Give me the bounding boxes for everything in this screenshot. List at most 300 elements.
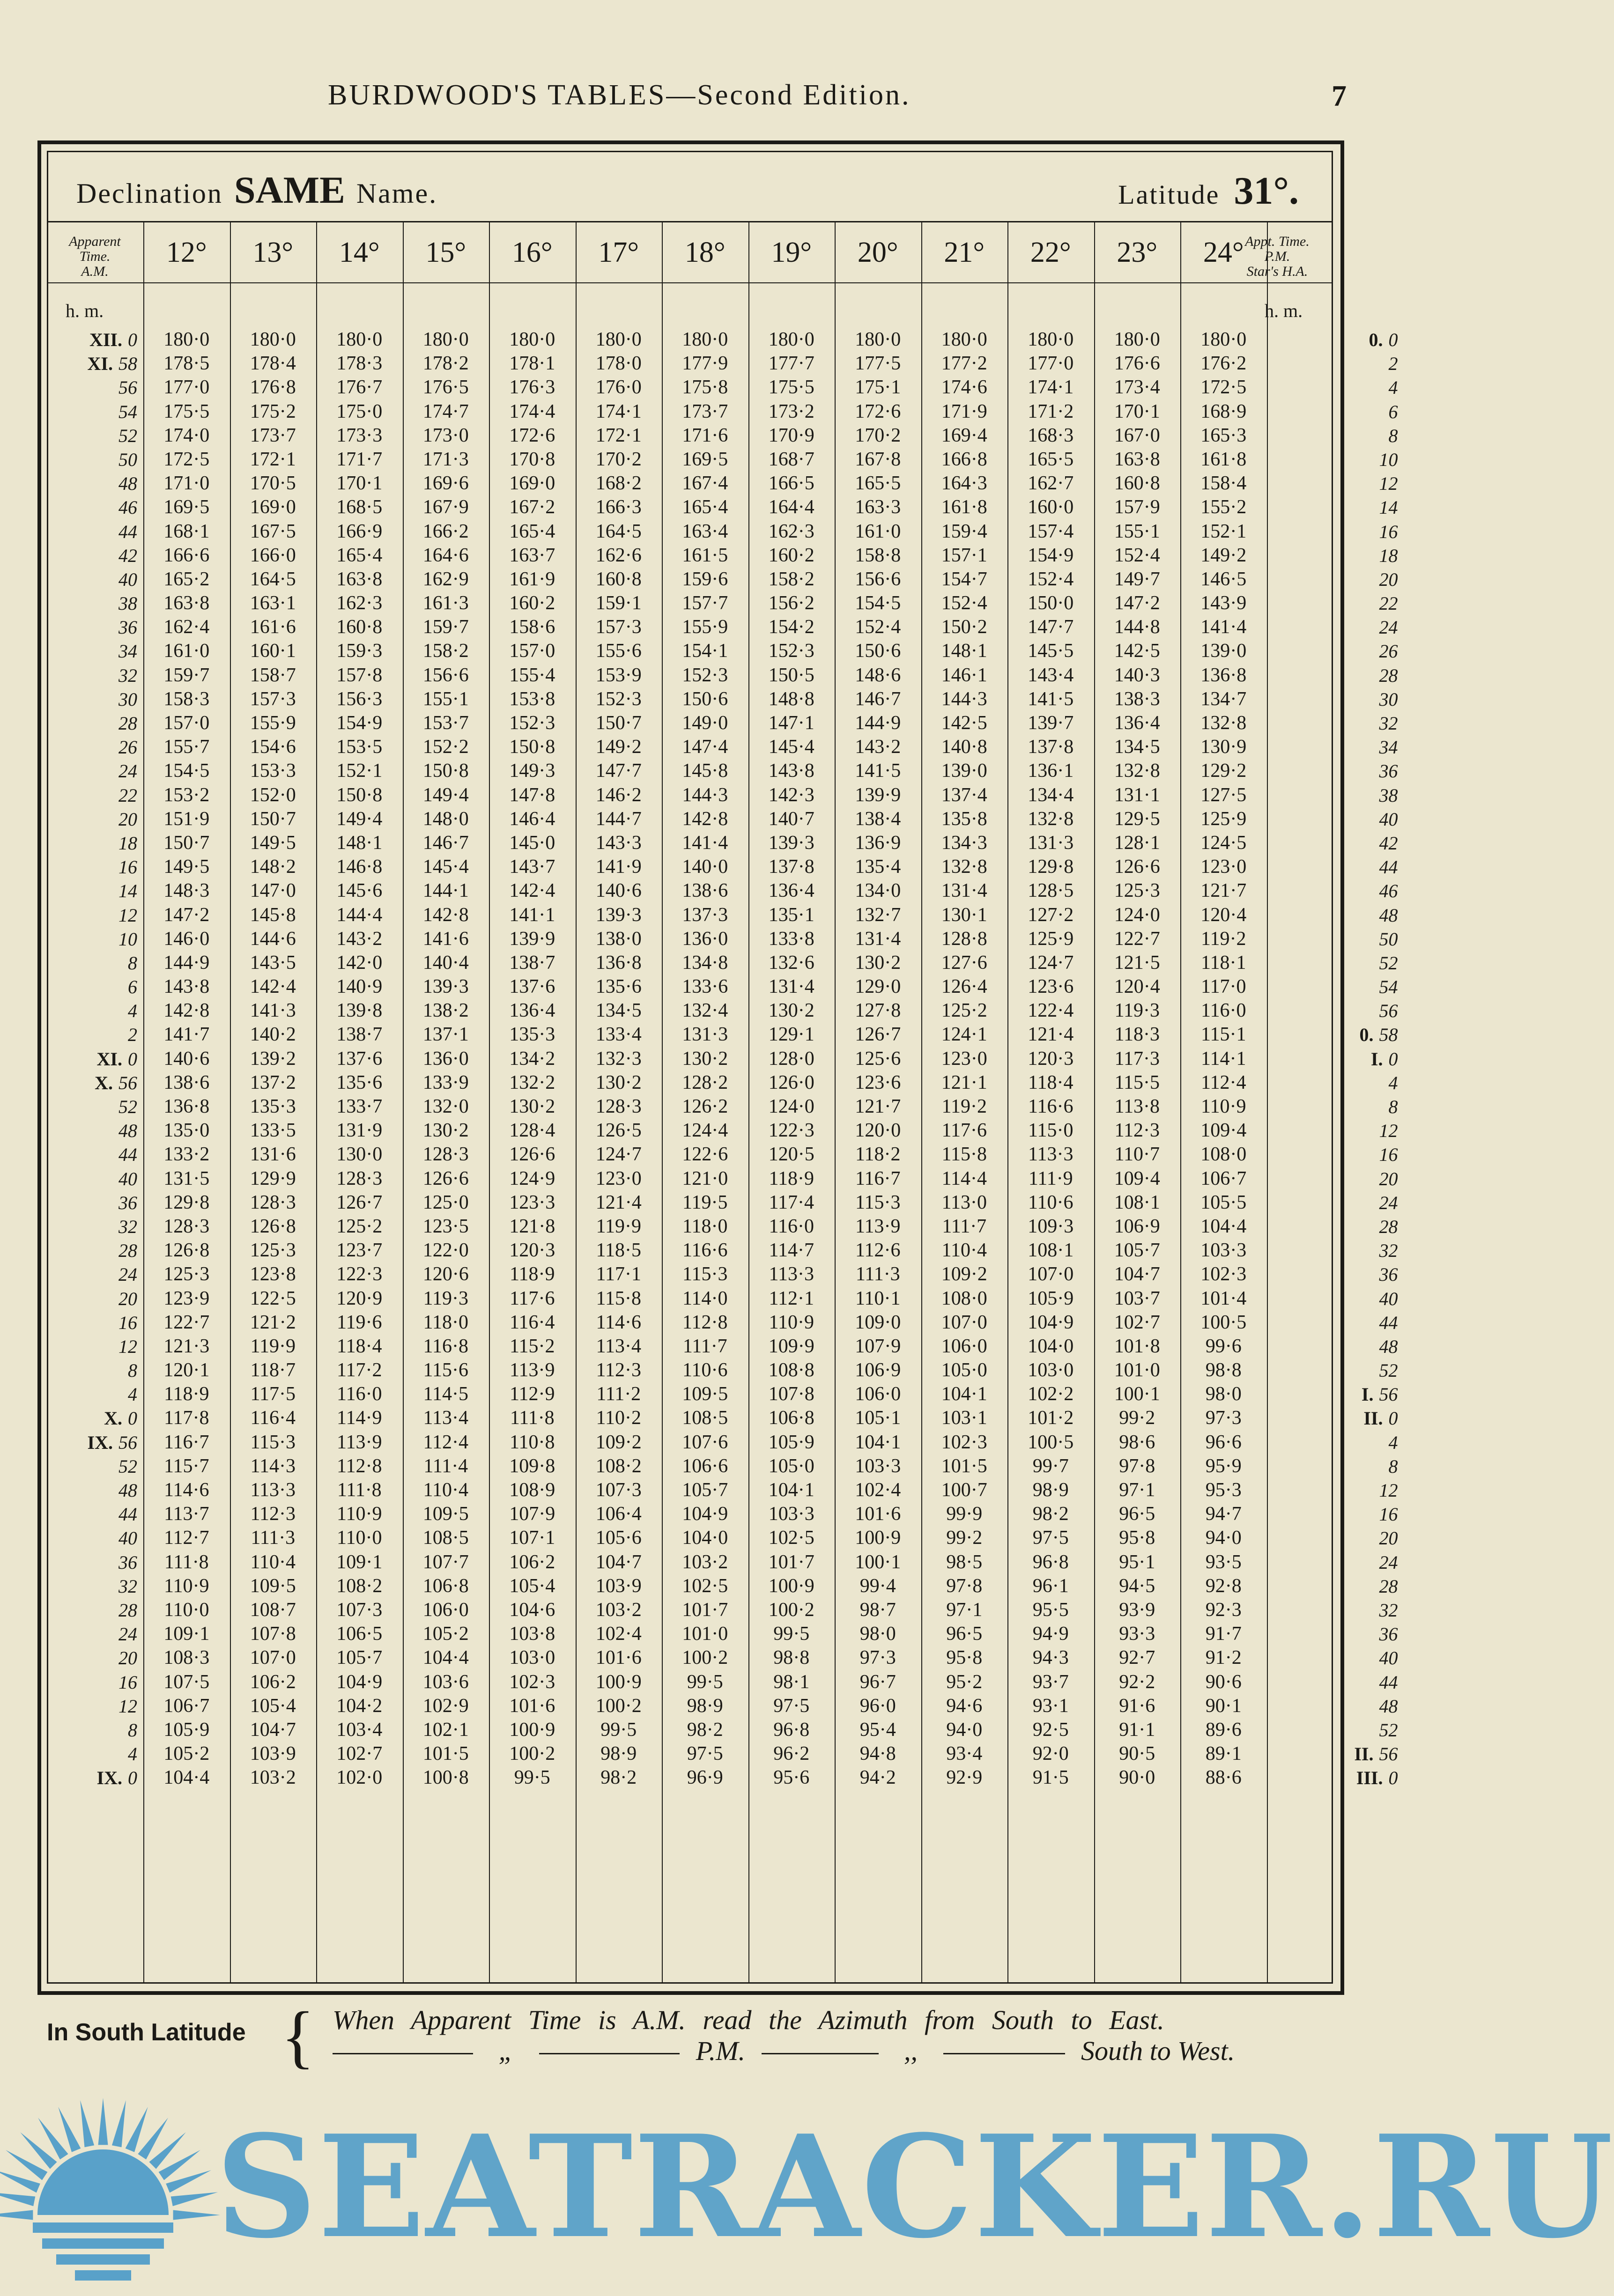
azimuth-cell: 103·2 bbox=[682, 1551, 728, 1573]
azimuth-cell: 170·2 bbox=[595, 448, 642, 470]
azimuth-cell: 143·4 bbox=[1028, 664, 1074, 686]
azimuth-cell: 172·1 bbox=[595, 424, 642, 446]
azimuth-cell: 110·1 bbox=[855, 1287, 901, 1309]
am-minute: 0 bbox=[128, 1767, 137, 1789]
azimuth-cell: 161·6 bbox=[250, 616, 296, 638]
am-minute: 10 bbox=[118, 928, 137, 950]
pm-minute: 32 bbox=[1379, 1599, 1398, 1621]
azimuth-cell: 121·7 bbox=[855, 1096, 901, 1117]
am-time-cell bbox=[48, 687, 137, 711]
table-row bbox=[48, 1526, 1398, 1550]
azimuth-cell: 92·8 bbox=[1205, 1575, 1242, 1597]
am-time-cell bbox=[48, 472, 137, 495]
azimuth-cell: 137·6 bbox=[336, 1048, 383, 1070]
azimuth-cell: 154·6 bbox=[250, 736, 296, 758]
azimuth-cell: 110·9 bbox=[769, 1311, 814, 1333]
azimuth-cell: 132·4 bbox=[682, 1000, 728, 1022]
am-time-cell bbox=[48, 520, 137, 544]
azimuth-cell: 141·5 bbox=[1028, 688, 1074, 710]
azimuth-cell: 102·5 bbox=[768, 1527, 814, 1549]
azimuth-cell: 180·0 bbox=[595, 329, 642, 350]
azimuth-cell: 176·6 bbox=[1114, 353, 1160, 375]
azimuth-cell: 103·2 bbox=[250, 1767, 296, 1789]
am-minute: 2 bbox=[128, 1024, 137, 1046]
azimuth-cell: 157·8 bbox=[336, 664, 383, 686]
azimuth-cell: 96·6 bbox=[1205, 1431, 1242, 1453]
azimuth-cell: 99·5 bbox=[600, 1719, 637, 1741]
azimuth-cell: 145·8 bbox=[682, 760, 728, 782]
azimuth-cell: 97·5 bbox=[1032, 1527, 1069, 1549]
azimuth-cell: 155·2 bbox=[1200, 496, 1247, 518]
azimuth-cell: 95·2 bbox=[946, 1671, 983, 1693]
azimuth-cell: 98·0 bbox=[859, 1623, 896, 1645]
azimuth-cell: 126·6 bbox=[422, 1167, 469, 1189]
table-row bbox=[48, 1071, 1398, 1095]
pm-time-cell bbox=[1272, 1598, 1398, 1622]
am-time-cell bbox=[48, 975, 137, 999]
azimuth-cell: 96·5 bbox=[1119, 1503, 1155, 1525]
azimuth-cell: 122·4 bbox=[1028, 1000, 1074, 1022]
table-row bbox=[48, 1239, 1398, 1262]
azimuth-cell: 110·4 bbox=[941, 1240, 987, 1262]
azimuth-cell: 155·1 bbox=[1114, 520, 1160, 542]
table-row bbox=[48, 687, 1398, 711]
azimuth-cell: 117·2 bbox=[337, 1359, 382, 1381]
azimuth-cell: 171·2 bbox=[1028, 400, 1074, 422]
azimuth-cell: 118·9 bbox=[769, 1167, 814, 1189]
azimuth-cell: 104·1 bbox=[855, 1431, 901, 1453]
azimuth-cell: 122·7 bbox=[163, 1311, 210, 1333]
azimuth-cell: 156·3 bbox=[336, 688, 383, 710]
azimuth-cell: 160·2 bbox=[768, 544, 814, 566]
azimuth-cell: 173·2 bbox=[768, 400, 814, 422]
table-row bbox=[48, 975, 1398, 999]
table-row bbox=[48, 1406, 1398, 1430]
azimuth-cell: 115·0 bbox=[1028, 1120, 1074, 1142]
azimuth-cell: 123·5 bbox=[422, 1215, 469, 1237]
azimuth-cell: 105·7 bbox=[682, 1479, 728, 1501]
azimuth-cell: 151·9 bbox=[163, 808, 210, 830]
declination-heading bbox=[76, 168, 437, 212]
azimuth-cell: 143·9 bbox=[1200, 592, 1247, 614]
azimuth-cell: 111·8 bbox=[337, 1479, 382, 1501]
azimuth-cell: 123·7 bbox=[336, 1240, 383, 1262]
azimuth-cell: 172·5 bbox=[163, 448, 210, 470]
azimuth-cell: 92·5 bbox=[1032, 1719, 1069, 1741]
azimuth-cell: 111·8 bbox=[164, 1551, 209, 1573]
ditto-dash bbox=[333, 2053, 473, 2054]
azimuth-cell: 117·3 bbox=[1114, 1048, 1160, 1070]
pm-time-cell bbox=[1272, 903, 1398, 927]
declination-header: 12° bbox=[166, 236, 207, 268]
pm-time-cell bbox=[1272, 1167, 1398, 1191]
azimuth-cell: 116·0 bbox=[337, 1383, 382, 1405]
azimuth-cell: 155·9 bbox=[250, 712, 296, 734]
azimuth-cell: 161·8 bbox=[941, 496, 987, 518]
azimuth-cell: 128·3 bbox=[422, 1144, 469, 1166]
am-time-cell bbox=[48, 1023, 137, 1047]
am-minute: 30 bbox=[118, 688, 137, 710]
azimuth-cell: 134·0 bbox=[855, 880, 901, 902]
azimuth-cell: 164·3 bbox=[941, 472, 987, 495]
azimuth-cell: 94·7 bbox=[1205, 1503, 1242, 1525]
azimuth-cell: 162·9 bbox=[422, 568, 469, 590]
azimuth-cell: 95·9 bbox=[1205, 1455, 1242, 1477]
azimuth-cell: 105·9 bbox=[768, 1431, 814, 1453]
pm-minute: 24 bbox=[1379, 1551, 1398, 1573]
azimuth-cell: 172·1 bbox=[250, 448, 296, 470]
azimuth-cell: 137·8 bbox=[768, 856, 814, 878]
azimuth-cell: 112·3 bbox=[596, 1359, 641, 1381]
azimuth-cell: 128·3 bbox=[250, 1191, 296, 1213]
azimuth-cell: 142·8 bbox=[163, 1000, 210, 1022]
am-time-cell bbox=[48, 400, 137, 424]
azimuth-cell: 125·9 bbox=[1028, 928, 1074, 950]
pm-time-cell bbox=[1272, 1550, 1398, 1574]
azimuth-cell: 102·9 bbox=[422, 1695, 469, 1717]
table-row bbox=[48, 1119, 1398, 1143]
pm-minute: 0 bbox=[1388, 1048, 1398, 1070]
azimuth-cell: 166·2 bbox=[422, 520, 469, 542]
azimuth-cell: 143·8 bbox=[163, 976, 210, 998]
azimuth-cell: 164·5 bbox=[250, 568, 296, 590]
azimuth-cell: 105·7 bbox=[1114, 1240, 1160, 1262]
azimuth-cell: 110·6 bbox=[682, 1359, 728, 1381]
azimuth-cell: 139·0 bbox=[1200, 640, 1247, 662]
pm-minute: 56 bbox=[1379, 1000, 1398, 1022]
am-time-cell bbox=[48, 1550, 137, 1574]
azimuth-cell: 104·9 bbox=[1028, 1311, 1074, 1333]
azimuth-cell: 101·5 bbox=[422, 1743, 469, 1765]
pm-time-cell bbox=[1272, 831, 1398, 855]
azimuth-cell: 111·3 bbox=[855, 1263, 900, 1285]
azimuth-cell: 102·3 bbox=[941, 1431, 987, 1453]
azimuth-cell: 102·0 bbox=[336, 1767, 383, 1789]
table-row bbox=[48, 400, 1398, 424]
azimuth-cell: 95·3 bbox=[1205, 1479, 1242, 1501]
latitude-heading bbox=[1118, 168, 1299, 214]
azimuth-cell: 119·9 bbox=[596, 1215, 641, 1237]
pm-hour: I. bbox=[1370, 1048, 1383, 1070]
azimuth-cell: 132·0 bbox=[422, 1096, 469, 1117]
pm-time-cell bbox=[1272, 951, 1398, 975]
ditto-mark-2: ,, bbox=[904, 2036, 918, 2066]
azimuth-cell: 123·0 bbox=[595, 1167, 642, 1189]
azimuth-cell: 180·0 bbox=[422, 329, 469, 350]
azimuth-cell: 180·0 bbox=[1028, 329, 1074, 350]
azimuth-cell: 160·0 bbox=[1028, 496, 1074, 518]
right-header-line1: Appt. Time. bbox=[1245, 234, 1310, 249]
azimuth-cell: 150·5 bbox=[768, 664, 814, 686]
azimuth-cell: 115·3 bbox=[250, 1431, 296, 1453]
azimuth-cell: 110·7 bbox=[1114, 1144, 1160, 1166]
azimuth-cell: 173·7 bbox=[682, 400, 728, 422]
azimuth-cell: 120·3 bbox=[509, 1240, 555, 1262]
azimuth-cell: 108·5 bbox=[422, 1527, 469, 1549]
azimuth-cell: 133·4 bbox=[595, 1024, 642, 1046]
azimuth-cell: 108·1 bbox=[1114, 1191, 1160, 1213]
table-row bbox=[48, 1095, 1398, 1119]
azimuth-cell: 98·2 bbox=[600, 1767, 637, 1789]
pm-time-cell bbox=[1272, 855, 1398, 879]
azimuth-cell: 176·7 bbox=[336, 377, 383, 399]
azimuth-cell: 140·6 bbox=[163, 1048, 210, 1070]
azimuth-cell: 137·8 bbox=[1028, 736, 1074, 758]
azimuth-cell: 94·3 bbox=[1032, 1647, 1069, 1669]
azimuth-cell: 132·8 bbox=[941, 856, 987, 878]
table-row bbox=[48, 711, 1398, 735]
table-row bbox=[48, 783, 1398, 807]
am-minute: 12 bbox=[118, 1695, 137, 1717]
azimuth-cell: 136·9 bbox=[855, 832, 901, 854]
azimuth-cell: 108·2 bbox=[595, 1455, 642, 1477]
azimuth-cell: 136·8 bbox=[1200, 664, 1247, 686]
azimuth-cell: 150·8 bbox=[422, 760, 469, 782]
azimuth-cell: 138·4 bbox=[855, 808, 901, 830]
azimuth-cell: 97·8 bbox=[1119, 1455, 1155, 1477]
am-minute: 16 bbox=[118, 856, 137, 878]
azimuth-cell: 178·1 bbox=[509, 353, 555, 375]
azimuth-cell: 105·6 bbox=[595, 1527, 642, 1549]
azimuth-cell: 121·1 bbox=[941, 1071, 987, 1093]
azimuth-cell: 157·9 bbox=[1114, 496, 1160, 518]
azimuth-cell: 158·7 bbox=[250, 664, 296, 686]
azimuth-cell: 128·2 bbox=[682, 1071, 728, 1093]
azimuth-cell: 136·4 bbox=[768, 880, 814, 902]
azimuth-cell: 100·5 bbox=[1200, 1311, 1247, 1333]
right-header-line2: P.M. bbox=[1264, 249, 1290, 264]
azimuth-cell: 128·0 bbox=[768, 1048, 814, 1070]
azimuth-cell: 169·0 bbox=[509, 472, 555, 495]
azimuth-cell: 101·8 bbox=[1114, 1335, 1160, 1357]
table-row bbox=[48, 1431, 1398, 1454]
pm-time-cell bbox=[1272, 1071, 1398, 1095]
azimuth-cell: 130·2 bbox=[855, 952, 901, 974]
azimuth-cell: 109·1 bbox=[336, 1551, 383, 1573]
azimuth-cell: 118·1 bbox=[1201, 952, 1246, 974]
declination-header: 20° bbox=[857, 236, 898, 268]
table-row bbox=[48, 735, 1398, 759]
am-minute: 12 bbox=[118, 904, 137, 926]
azimuth-cell: 111·9 bbox=[1028, 1167, 1073, 1189]
azimuth-cell: 114·0 bbox=[682, 1287, 728, 1309]
azimuth-cell: 153·9 bbox=[595, 664, 642, 686]
azimuth-cell: 89·6 bbox=[1205, 1719, 1242, 1741]
azimuth-cell: 111·8 bbox=[510, 1407, 555, 1429]
azimuth-cell: 134·4 bbox=[1028, 784, 1074, 806]
azimuth-cell: 97·5 bbox=[773, 1695, 810, 1717]
azimuth-cell: 150·7 bbox=[163, 832, 210, 854]
pm-minute: 56 bbox=[1379, 1384, 1398, 1405]
declination-header: 19° bbox=[771, 236, 812, 268]
pm-minute: 16 bbox=[1379, 1144, 1398, 1166]
am-minute: 40 bbox=[118, 568, 137, 590]
table-row bbox=[48, 855, 1398, 879]
azimuth-cell: 168·1 bbox=[163, 520, 210, 542]
azimuth-cell: 141·3 bbox=[250, 1000, 296, 1022]
am-time-cell bbox=[48, 376, 137, 399]
am-time-cell bbox=[48, 1167, 137, 1191]
pm-time-cell bbox=[1272, 1287, 1398, 1311]
azimuth-cell: 105·9 bbox=[1028, 1287, 1074, 1309]
azimuth-cell: 129·8 bbox=[1028, 856, 1074, 878]
azimuth-cell: 141·9 bbox=[595, 856, 642, 878]
azimuth-cell: 133·6 bbox=[682, 976, 728, 998]
pm-time-cell bbox=[1272, 495, 1398, 519]
azimuth-cell: 110·0 bbox=[164, 1599, 209, 1621]
azimuth-cell: 167·4 bbox=[682, 472, 728, 495]
table-row bbox=[48, 544, 1398, 568]
azimuth-cell: 110·9 bbox=[164, 1575, 209, 1597]
azimuth-cell: 180·0 bbox=[336, 329, 383, 350]
watermark-text: SEATRACKER.RU bbox=[215, 2104, 1614, 2269]
azimuth-cell: 163·3 bbox=[855, 496, 901, 518]
declination-header: 14° bbox=[339, 236, 380, 268]
azimuth-cell: 178·5 bbox=[163, 353, 210, 375]
table-row bbox=[48, 591, 1398, 615]
azimuth-cell: 112·6 bbox=[855, 1240, 901, 1262]
am-minute: 58 bbox=[118, 353, 137, 375]
azimuth-cell: 171·7 bbox=[336, 448, 383, 470]
azimuth-cell: 161·9 bbox=[509, 568, 555, 590]
azimuth-cell: 104·7 bbox=[250, 1719, 296, 1741]
azimuth-cell: 115·7 bbox=[164, 1455, 209, 1477]
pm-time-cell bbox=[1272, 1262, 1398, 1286]
am-time-cell bbox=[48, 495, 137, 519]
azimuth-cell: 110·4 bbox=[423, 1479, 468, 1501]
running-head bbox=[0, 79, 1369, 121]
header-rule bbox=[48, 282, 1332, 283]
azimuth-cell: 139·3 bbox=[422, 976, 469, 998]
azimuth-cell: 126·8 bbox=[250, 1215, 296, 1237]
azimuth-cell: 123·8 bbox=[250, 1263, 296, 1285]
azimuth-cell: 109·9 bbox=[768, 1335, 814, 1357]
pm-time-cell bbox=[1272, 879, 1398, 903]
am-hour: XII. bbox=[89, 329, 122, 350]
azimuth-cell: 180·0 bbox=[768, 329, 814, 350]
azimuth-cell: 104·4 bbox=[422, 1647, 469, 1669]
azimuth-cell: 113·3 bbox=[250, 1479, 296, 1501]
pm-minute: 24 bbox=[1379, 1192, 1398, 1213]
azimuth-cell: 109·2 bbox=[595, 1431, 642, 1453]
declination-header: 17° bbox=[598, 236, 639, 268]
azimuth-cell: 147·7 bbox=[1028, 616, 1074, 638]
azimuth-cell: 170·1 bbox=[1114, 400, 1160, 422]
azimuth-cell: 168·3 bbox=[1028, 424, 1074, 446]
azimuth-cell: 109·5 bbox=[250, 1575, 296, 1597]
azimuth-cell: 168·9 bbox=[1200, 400, 1247, 422]
am-minute: 0 bbox=[128, 329, 137, 350]
azimuth-cell: 104·7 bbox=[1114, 1263, 1160, 1285]
azimuth-cell: 126·6 bbox=[1114, 856, 1160, 878]
azimuth-cell: 89·1 bbox=[1205, 1743, 1242, 1765]
azimuth-cell: 131·9 bbox=[336, 1120, 383, 1142]
azimuth-cell: 112·3 bbox=[250, 1503, 296, 1525]
azimuth-cell: 104·2 bbox=[336, 1695, 383, 1717]
azimuth-cell: 94·8 bbox=[859, 1743, 896, 1765]
ditto-dash bbox=[762, 2053, 879, 2054]
azimuth-cell: 100·2 bbox=[768, 1599, 814, 1621]
pm-time-cell bbox=[1272, 1406, 1398, 1430]
azimuth-cell: 102·3 bbox=[1200, 1263, 1247, 1285]
azimuth-cell: 161·0 bbox=[163, 640, 210, 662]
pm-minute: 6 bbox=[1388, 401, 1398, 422]
azimuth-cell: 157·3 bbox=[250, 688, 296, 710]
azimuth-cell: 172·6 bbox=[855, 400, 901, 422]
am-minute: 52 bbox=[118, 1455, 137, 1477]
table-row bbox=[48, 1143, 1398, 1166]
azimuth-cell: 115·8 bbox=[596, 1287, 641, 1309]
azimuth-cell: 180·0 bbox=[1200, 329, 1247, 350]
azimuth-cell: 90·5 bbox=[1119, 1743, 1155, 1765]
am-hour: XI. bbox=[96, 1048, 122, 1070]
azimuth-cell: 174·6 bbox=[941, 377, 987, 399]
azimuth-cell: 139·3 bbox=[768, 832, 814, 854]
azimuth-cell: 147·2 bbox=[163, 904, 210, 926]
azimuth-cell: 104·4 bbox=[163, 1767, 210, 1789]
pm-minute: 32 bbox=[1379, 1240, 1398, 1262]
azimuth-cell: 177·7 bbox=[768, 353, 814, 375]
ditto-dash bbox=[943, 2053, 1065, 2054]
azimuth-cell: 110·9 bbox=[1201, 1096, 1246, 1117]
pm-minute: 0 bbox=[1388, 329, 1398, 350]
azimuth-cell: 166·5 bbox=[768, 472, 814, 495]
azimuth-cell: 106·5 bbox=[336, 1623, 383, 1645]
pm-time-cell bbox=[1272, 1670, 1398, 1694]
azimuth-cell: 113·7 bbox=[164, 1503, 209, 1525]
pm-minute: 48 bbox=[1379, 1695, 1398, 1717]
azimuth-cell: 117·0 bbox=[1201, 976, 1246, 998]
azimuth-cell: 127·6 bbox=[941, 952, 987, 974]
azimuth-cell: 126·4 bbox=[941, 976, 987, 998]
am-time-cell bbox=[48, 903, 137, 927]
south-latitude-note bbox=[47, 1998, 1340, 2075]
azimuth-cell: 129·0 bbox=[855, 976, 901, 998]
pm-minute: 10 bbox=[1379, 449, 1398, 470]
right-units: h. m. bbox=[1265, 300, 1303, 321]
pm-minute: 20 bbox=[1379, 1168, 1398, 1189]
pm-minute: 28 bbox=[1379, 1575, 1398, 1597]
azimuth-cell: 120·5 bbox=[768, 1144, 814, 1166]
azimuth-cell: 154·5 bbox=[163, 760, 210, 782]
azimuth-cell: 107·9 bbox=[855, 1335, 901, 1357]
azimuth-cell: 101·4 bbox=[1200, 1287, 1247, 1309]
azimuth-cell: 109·2 bbox=[941, 1263, 987, 1285]
azimuth-cell: 168·7 bbox=[768, 448, 814, 470]
azimuth-cell: 169·5 bbox=[163, 496, 210, 518]
pm-time-cell bbox=[1272, 376, 1398, 399]
azimuth-cell: 158·4 bbox=[1200, 472, 1247, 495]
azimuth-cell: 117·1 bbox=[596, 1263, 641, 1285]
am-minute: 16 bbox=[118, 1671, 137, 1693]
azimuth-cell: 136·0 bbox=[422, 1048, 469, 1070]
declination-header: 15° bbox=[425, 236, 466, 268]
azimuth-cell: 108·0 bbox=[941, 1287, 987, 1309]
azimuth-cell: 125·3 bbox=[1114, 880, 1160, 902]
azimuth-cell: 136·8 bbox=[595, 952, 642, 974]
azimuth-cell: 155·4 bbox=[509, 664, 555, 686]
azimuth-cell: 103·3 bbox=[1200, 1240, 1247, 1262]
azimuth-cell: 143·2 bbox=[855, 736, 901, 758]
azimuth-cell: 128·8 bbox=[941, 928, 987, 950]
table-row bbox=[48, 1191, 1398, 1215]
azimuth-cell: 101·0 bbox=[682, 1623, 728, 1645]
azimuth-cell: 160·8 bbox=[336, 616, 383, 638]
azimuth-cell: 107·8 bbox=[768, 1383, 814, 1405]
azimuth-cell: 163·4 bbox=[682, 520, 728, 542]
azimuth-cell: 102·3 bbox=[509, 1671, 555, 1693]
azimuth-cell: 114·6 bbox=[596, 1311, 641, 1333]
